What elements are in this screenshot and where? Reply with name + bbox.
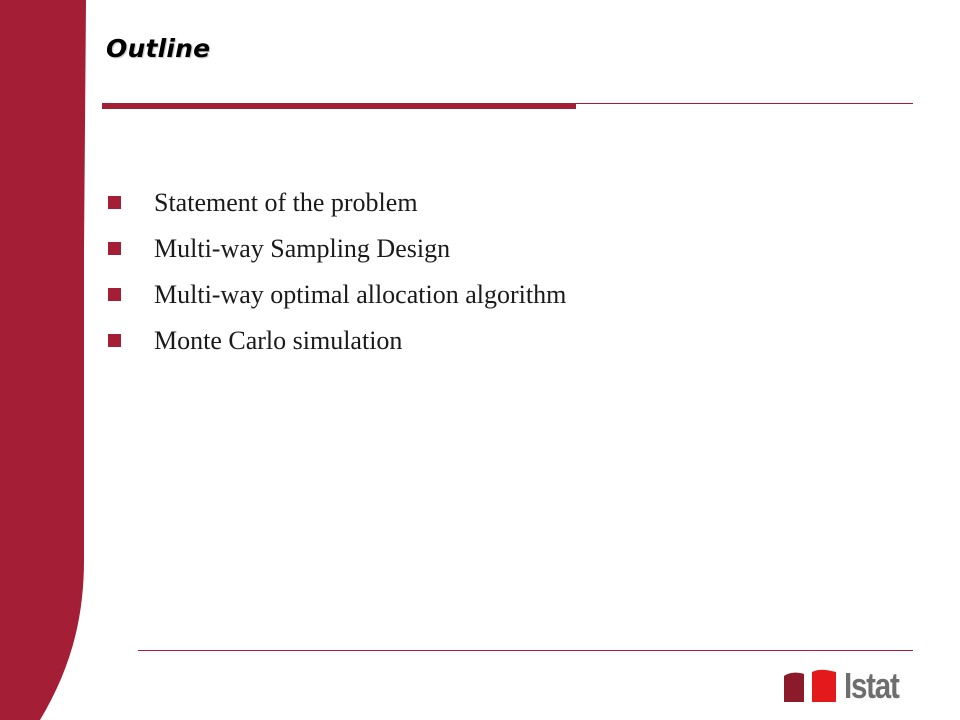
square-bullet-icon: [108, 334, 121, 347]
list-item: [108, 180, 808, 226]
list-item-text: Multi-way Sampling Design: [154, 234, 451, 263]
square-bullet-icon: [108, 288, 121, 301]
left-band-shape: [0, 0, 90, 720]
list-item-text: Multi-way optimal allocation algorithm: [154, 280, 567, 309]
outline-list: [108, 180, 808, 364]
title-underline-thin: [576, 103, 913, 104]
list-item: [108, 272, 808, 318]
footer-rule: [138, 650, 913, 651]
title-underline-thick: [102, 103, 576, 109]
left-decorative-band: [0, 0, 90, 720]
istat-logo: [782, 666, 911, 706]
list-item: [108, 318, 808, 364]
list-item: [108, 226, 808, 272]
square-bullet-icon: [108, 196, 121, 209]
square-bullet-icon: [108, 242, 121, 255]
list-item-text: Statement of the problem: [154, 188, 418, 217]
istat-logo-text: Istat: [844, 665, 899, 706]
list-item-text: Monte Carlo simulation: [154, 326, 403, 355]
istat-logo-mark-icon: [782, 668, 838, 704]
slide-title: Outline: [106, 34, 211, 63]
